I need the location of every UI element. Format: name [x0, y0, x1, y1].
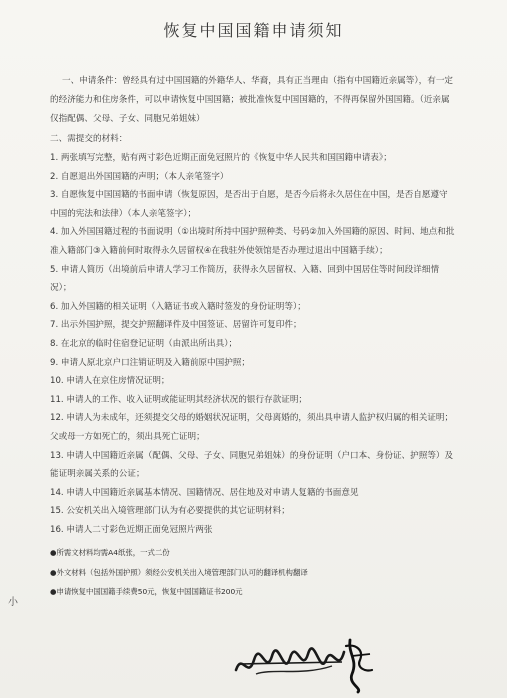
note-translation: ●外文材料（包括外国护照）须经公安机关出入境管理部门认可的翻译机构翻译	[50, 567, 308, 577]
material-item: 10. 申请人在京住房情况证明；	[50, 376, 170, 387]
material-item: 15. 公安机关出入境管理部门认为有必要提供的其它证明材料；	[50, 506, 290, 517]
materials-heading: 二、需提交的材料：	[50, 134, 128, 144]
material-item: 3. 自愿恢复中国国籍的书面申请（恢复原因，是否出于自愿，是否今后将永久居住在中国，是否自愿遵守中国的宪法和法律）（本人亲笔签字）；	[50, 190, 448, 219]
material-item: 1. 两张填写完整，贴有两寸彩色近期正面免冠照片的《恢复中华人民共和国国籍申请表》；	[50, 153, 392, 163]
handwritten-signature	[232, 630, 382, 694]
document-title: 恢复中国国籍申请须知	[163, 21, 344, 40]
handwritten-margin-mark: 小	[8, 597, 18, 608]
material-item: 11. 申请人的工作、收入证明或能证明其经济状况的银行存款证明；	[50, 394, 308, 405]
material-item: 8. 在北京的临时住宿登记证明（由派出所出具）；	[50, 338, 238, 349]
material-item: 7. 出示外国护照，提交护照翻译件及中国签证、居留许可复印件；	[50, 320, 302, 331]
note-paper-format: ●所需文材料均需A4纸张，一式二份	[50, 548, 170, 558]
application-conditions: 一、申请条件：曾经具有过中国国籍的外籍华人、华裔，具有正当理由（指有中国籍近亲属等），有一定的经济能力和住房条件，可以申请恢复中国国籍；被批准恢复中国国籍的，不得再保留外国国籍。（近亲属仅指配偶、父母、子女、同胞兄弟姐妹）	[50, 76, 454, 124]
material-item: 4. 加入外国国籍过程的书面说明（①出境时所持中国护照种类、号码②加入外国籍的原因、时间、地点和批准入籍部门③入籍前何时取得永久居留权④在我驻外使领馆是否办理过退出中国籍手续）；	[50, 227, 455, 256]
document-body	[50, 72, 455, 602]
material-item: 12. 申请人为未成年，还须提交父母的婚姻状况证明，父母离婚的，须出具申请人监护权归属的相关证明；父或母一方如死亡的，须出具死亡证明；	[50, 413, 454, 442]
material-item: 9. 申请人原北京户口注销证明及入籍前原中国护照；	[50, 357, 250, 368]
material-item: 14. 申请人中国籍近亲属基本情况、国籍情况、居住地及对申请人复籍的书面意见	[50, 487, 359, 498]
material-item: 16. 申请人二寸彩色近期正面免冠照片两张	[50, 524, 213, 535]
note-fees: ●申请恢复中国国籍手续费50元，恢复中国国籍证书200元	[50, 587, 243, 597]
material-item: 13. 申请人中国籍近亲属（配偶、父母、子女、同胞兄弟姐妹）的身份证明（户口本、身份证、护照等）及能证明亲属关系的公证；	[50, 450, 454, 480]
material-item: 2. 自愿退出外国国籍的声明；（本人亲笔签字）	[50, 171, 229, 182]
material-item: 6. 加入外国籍的相关证明（入籍证书或入籍时签发的身份证明等）；	[50, 301, 306, 312]
material-item: 5. 申请人简历（出境前后申请人学习工作简历，获得永久居留权、入籍、回到中国居住等时间段详细情况）；	[50, 264, 440, 294]
